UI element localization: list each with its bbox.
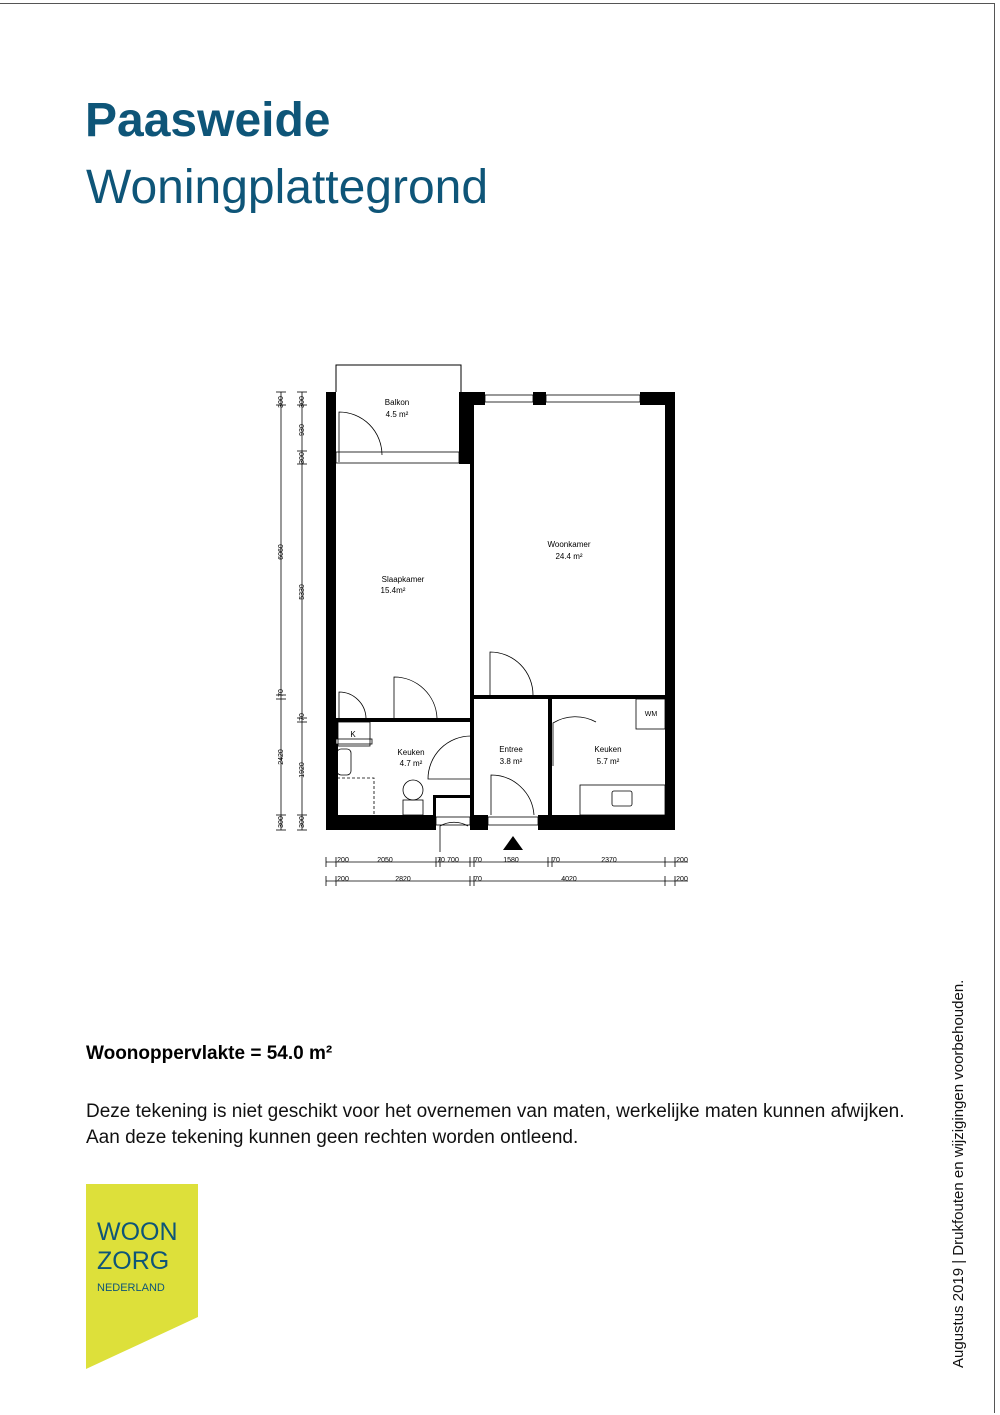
page-subtitle: Woningplattegrond: [86, 161, 489, 214]
dim-label: 1580: [503, 857, 519, 864]
room-name: Entree: [499, 745, 523, 754]
dim-label: 70: [474, 857, 482, 864]
dim-label: 200: [676, 876, 688, 883]
dim-label: 300: [299, 452, 306, 464]
dim-label: 70: [299, 713, 306, 721]
dim-label: 700: [447, 857, 459, 864]
dim-label: 200: [337, 857, 349, 864]
dim-label: 1920: [299, 762, 306, 778]
dim-label: 5330: [299, 584, 306, 600]
room-name: Balkon: [384, 398, 410, 407]
dim-label: 70: [437, 857, 445, 864]
windows-and-doors: [336, 395, 640, 825]
logo-shape: [86, 1184, 198, 1369]
living-area: Woonoppervlakte = 54.0 m²: [86, 1043, 333, 1064]
room-area: 3.8 m²: [499, 757, 523, 766]
dim-label: 2050: [377, 857, 393, 864]
dim-label: 2420: [278, 749, 285, 765]
dim-label: 300: [299, 396, 306, 408]
dim-label: 300: [278, 396, 285, 408]
room-area: 4.5 m²: [385, 410, 409, 419]
logo: [86, 1184, 198, 1369]
dim-label: 70: [474, 876, 482, 883]
room-name: Keuken: [397, 748, 425, 757]
logo-text: WOON ZORG: [97, 1218, 178, 1275]
page-title: Paasweide: [85, 94, 331, 147]
room-area: 15.4m²: [380, 586, 406, 595]
dim-label: 200: [676, 857, 688, 864]
dim-label: 200: [337, 876, 349, 883]
dim-label: 6060: [278, 544, 285, 560]
washer-label: WM: [644, 711, 658, 718]
dim-label: 2820: [395, 876, 411, 883]
dim-label: 4020: [561, 876, 577, 883]
dim-label: 70: [278, 689, 285, 697]
dim-label: 2370: [601, 857, 617, 864]
entrance-marker: [503, 836, 523, 850]
dim-label: 70: [552, 857, 560, 864]
side-note: Augustus 2019 | Drukfouten en wijzigingen voorbehouden.: [950, 979, 967, 1368]
room-name: Keuken: [594, 745, 622, 754]
room-name: Slaapkamer: [381, 575, 425, 584]
room-area: 5.7 m²: [596, 757, 620, 766]
dim-label: 930: [299, 424, 306, 436]
dim-label: 300: [278, 816, 285, 828]
room-name: Woonkamer: [547, 540, 591, 549]
logo-subtext: NEDERLAND: [97, 1282, 165, 1294]
room-area: 24.4 m²: [555, 552, 583, 561]
dim-label: 300: [299, 816, 306, 828]
storage-label: K: [350, 730, 356, 739]
room-area: 4.7 m²: [399, 759, 423, 768]
disclaimer: Deze tekening is niet geschikt voor het overnemen van maten, werkelijke maten kunnen afwijken. Aan deze tekening kunnen geen rechten worden ontleend.: [86, 1101, 905, 1148]
door-swings: [337, 412, 665, 852]
